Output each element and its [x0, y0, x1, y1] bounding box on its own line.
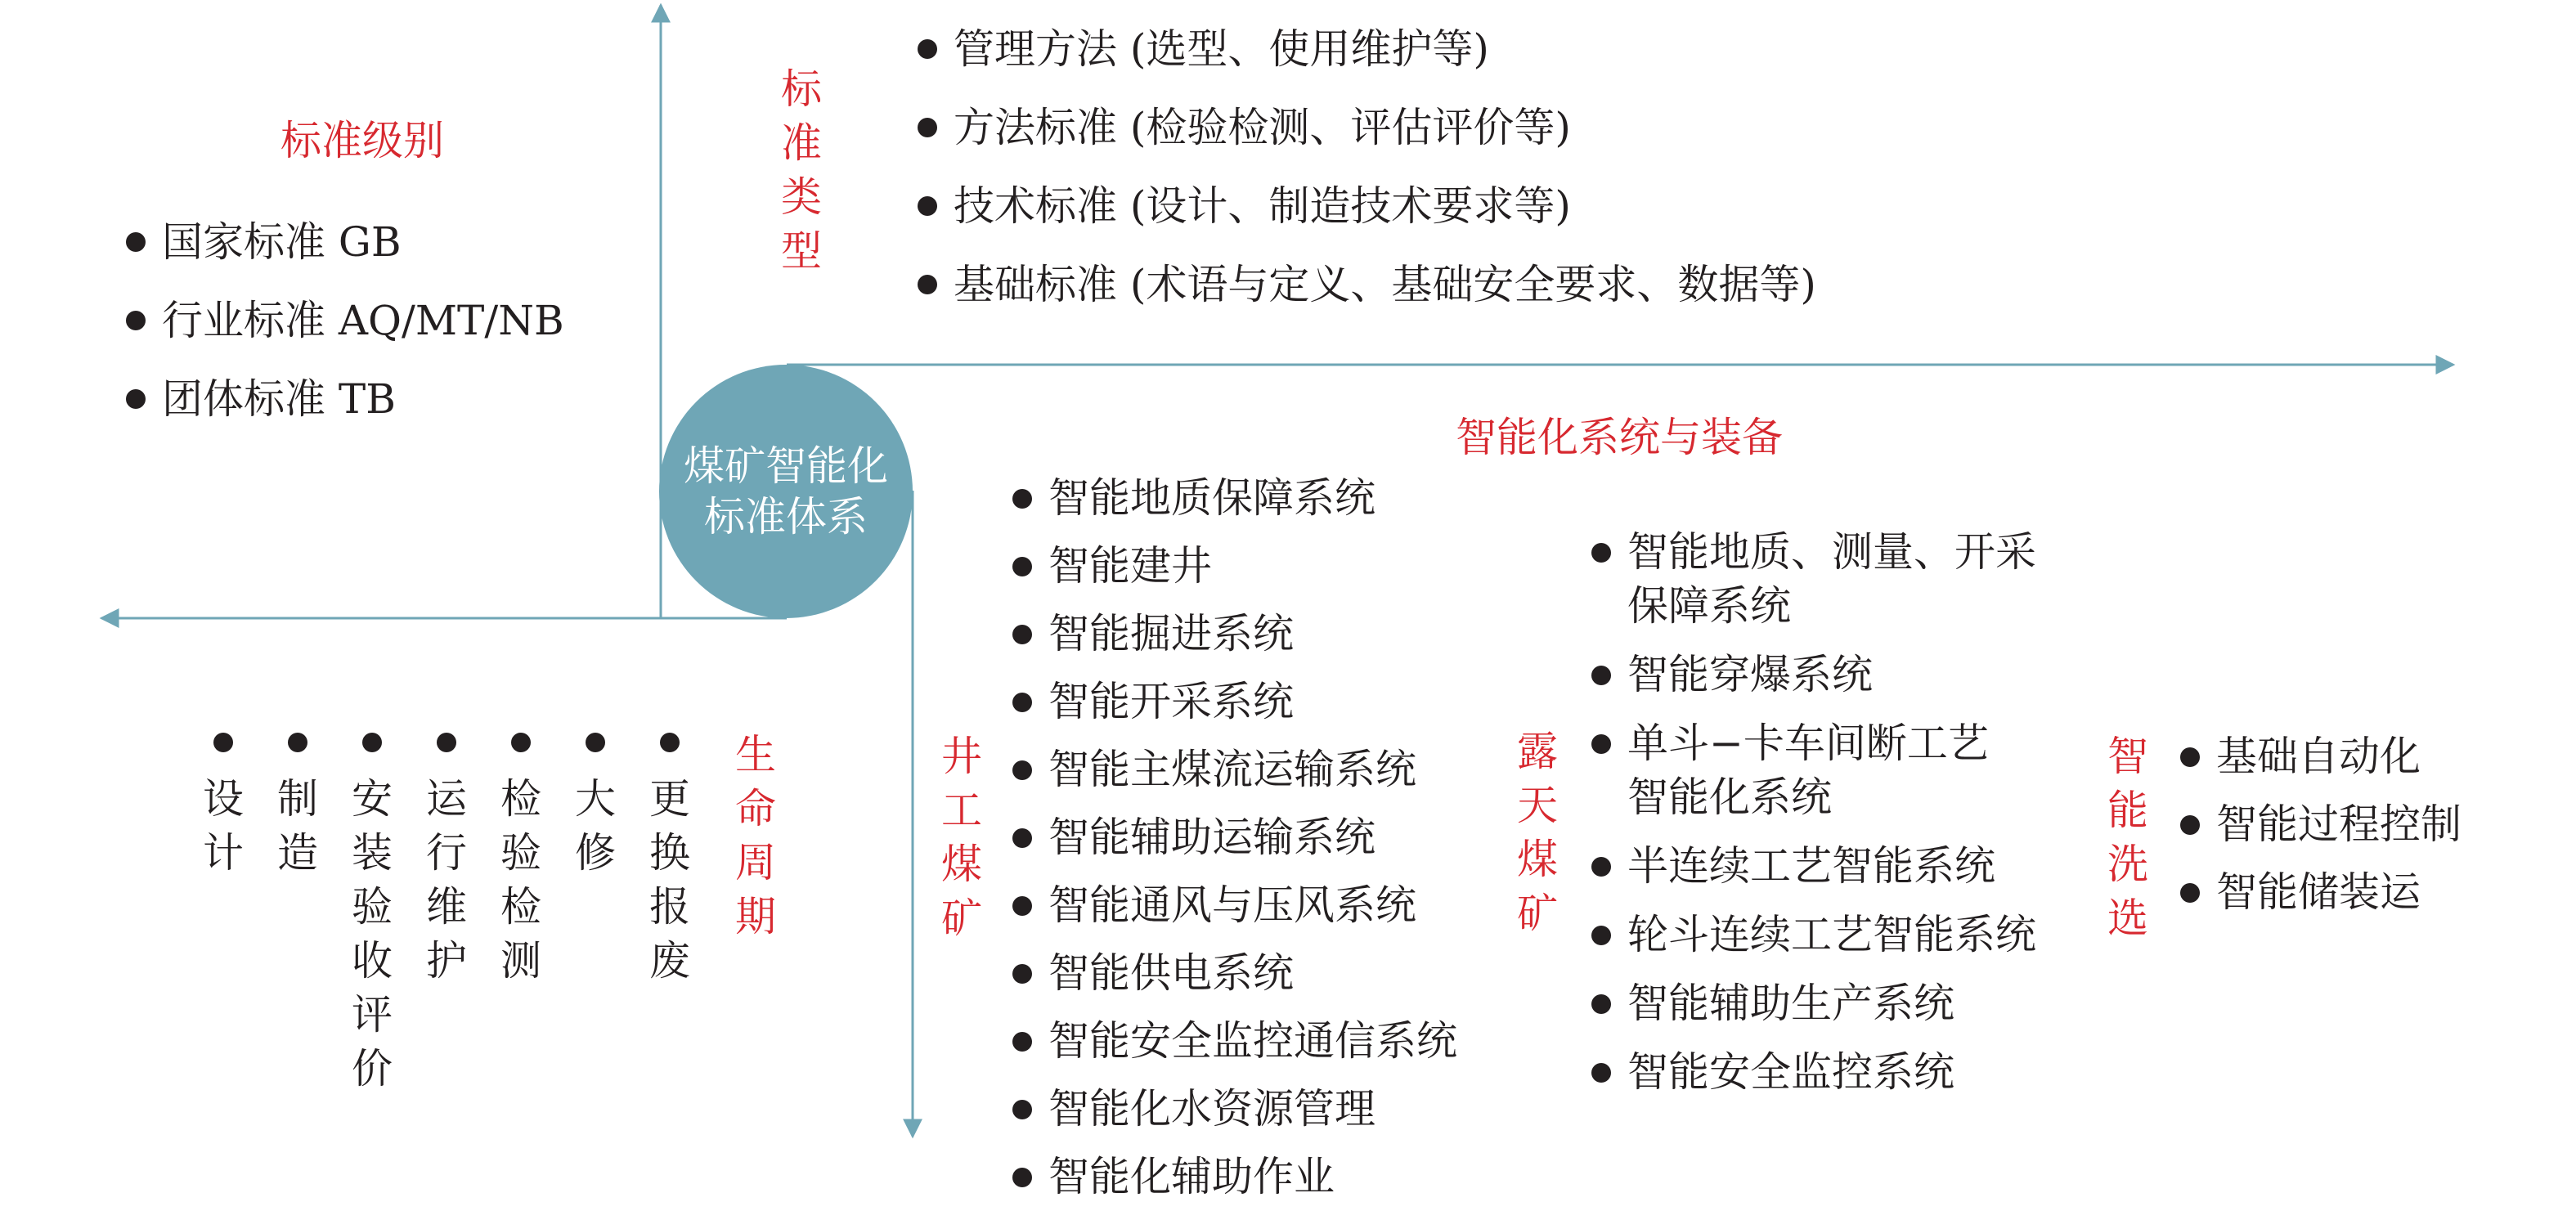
list-item: 智能化辅助作业	[1009, 1143, 1457, 1211]
list-item: 智能储装运	[2177, 859, 2462, 926]
list-item: 智能安全监控通信系统	[1009, 1007, 1457, 1075]
openpit-list	[1588, 525, 2036, 1099]
list-item: 智能辅助运输系统	[1009, 804, 1457, 872]
list-item: 智能辅助生产系统	[1588, 976, 2036, 1030]
list-item: 智能过程控制	[2177, 791, 2462, 859]
center-circle	[659, 365, 913, 618]
standard-type-label: 标 准 类 型	[781, 65, 822, 275]
lifecycle-stage-overhaul: 大 修	[571, 733, 620, 880]
list-item: 半连续工艺智能系统	[1588, 839, 2036, 893]
list-item: 智能开采系统	[1009, 668, 1457, 736]
standard-level-title: 标准级别	[280, 117, 444, 164]
list-item: 智能穿爆系统	[1588, 648, 2036, 702]
list-item: 智能通风与压风系统	[1009, 872, 1457, 940]
washing-list	[2177, 723, 2462, 926]
lifecycle-stage-install: 安 装 验 收 评 价	[348, 733, 397, 1096]
lifecycle-stage-design: 设 计	[199, 733, 248, 880]
openpit-label: 露 天 煤 矿	[1517, 728, 1558, 937]
washing-label: 智 能 洗 选	[2107, 733, 2148, 942]
list-item: 技术标准 (设计、制造技术要求等)	[914, 167, 1816, 245]
list-item: 智能掘进系统	[1009, 600, 1457, 668]
lifecycle-stage-operation: 运 行 维 护	[422, 733, 471, 988]
list-item: 基础标准 (术语与定义、基础安全要求、数据等)	[914, 245, 1816, 324]
underground-label: 井 工 煤 矿	[941, 733, 982, 942]
standard-type-list	[914, 10, 1816, 324]
list-item: 基础自动化	[2177, 723, 2462, 791]
list-item: 智能主煤流运输系统	[1009, 736, 1457, 804]
list-item: 轮斗连续工艺智能系统	[1588, 908, 2036, 962]
lifecycle-stage-replacement: 更 换 报 废	[645, 733, 694, 988]
list-item: 智能化水资源管理	[1009, 1075, 1457, 1143]
list-item: 单斗−卡车间断工艺 智能化系统	[1588, 716, 2036, 824]
underground-list	[1009, 464, 1457, 1211]
center-label-line2: 标准体系	[704, 493, 868, 540]
lifecycle-label: 生 命 周 期	[735, 731, 776, 940]
systems-title: 智能化系统与装备	[1456, 414, 1783, 461]
list-item: 行业标准 AQ/MT/NB	[123, 281, 564, 360]
standard-level-list	[123, 203, 564, 438]
lifecycle-stage-inspection: 检 验 检 测	[496, 733, 545, 988]
list-item: 智能建井	[1009, 532, 1457, 600]
list-item: 智能地质、测量、开采 保障系统	[1588, 525, 2036, 633]
lifecycle-stage-manufacture: 制 造	[273, 733, 322, 880]
list-item: 团体标准 TB	[123, 360, 564, 438]
center-label-line1: 煤矿智能化	[684, 442, 888, 490]
list-item: 智能安全监控系统	[1588, 1045, 2036, 1099]
list-item: 智能供电系统	[1009, 940, 1457, 1007]
list-item: 智能地质保障系统	[1009, 464, 1457, 532]
list-item: 管理方法 (选型、使用维护等)	[914, 10, 1816, 88]
list-item: 方法标准 (检验检测、评估评价等)	[914, 88, 1816, 167]
list-item: 国家标准 GB	[123, 203, 564, 281]
